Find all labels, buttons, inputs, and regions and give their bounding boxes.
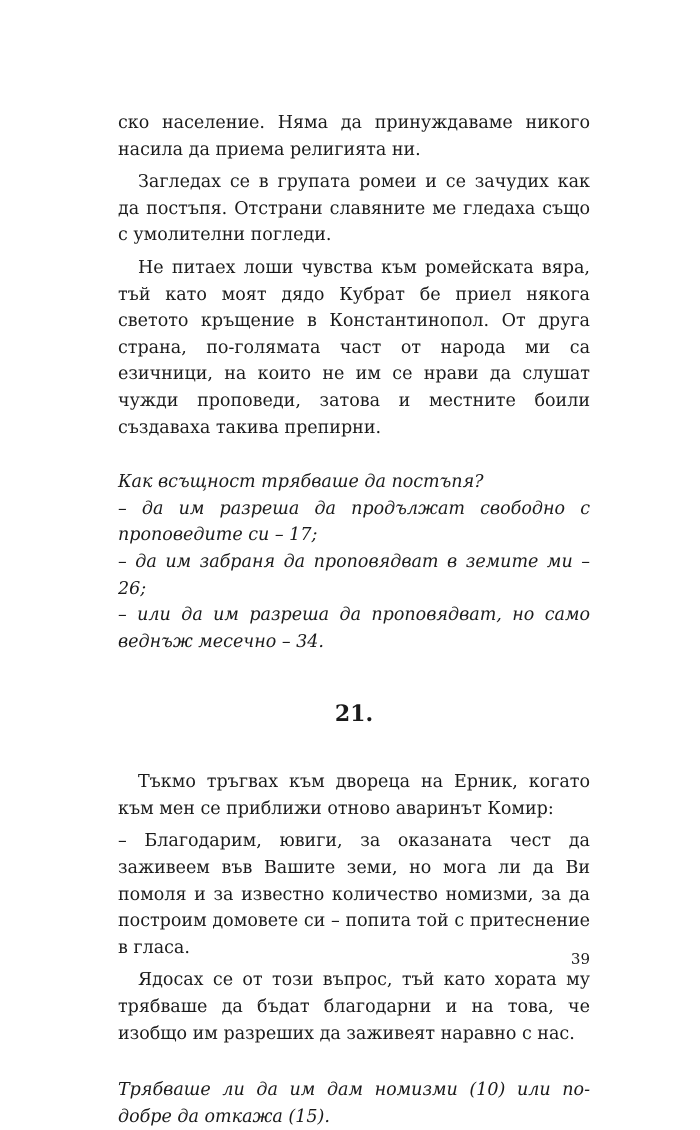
- paragraph-faith: Не питаех лоши чувства към ромейската вяра, тъй като моят дядо Кубрат бе приел някога светото кръщение в Константинопол. От друга страна, по-голямата част от народа ми са езичници, на които не им се нрави да слушат чужди проповеди, затова и местните боили създаваха такива препирни.: [118, 257, 590, 438]
- paragraph-palace: Тъкмо тръгвах към двореца на Ерник, когато към мен се приближи отново аваринът Комир:: [118, 772, 590, 819]
- dialogue-komir: – Благодарим, ювиги, за оказаната чест да заживеем във Вашите земи, но мога ли да Ви помоля и за известно количество номизми, за да построим домовете си – попита той с притеснение в гласа.: [118, 831, 590, 958]
- page-number: 39: [570, 950, 590, 968]
- paragraph-romei: Загледах се в групата ромеи и се зачудих как да постъпя. Отстрани славяните ме гледаха също с умолителни погледи.: [118, 172, 590, 246]
- paragraph-anger: Ядосах се от този въпрос, тъй като хората му трябваше да бъдат благодарни и на това, че изобщо им разреших да заживеят наравно с нас.: [118, 970, 590, 1044]
- book-page: [118, 110, 590, 1130]
- choice-option-26[interactable]: – да им забраня да проповядват в земите ми – 26;: [118, 551, 590, 599]
- choice-question-nomizmi[interactable]: Трябваше ли да им дам номизми (10) или по-добре да откажа (15).: [118, 1080, 590, 1127]
- choice-question: Как всъщност трябваше да постъпя?: [118, 472, 484, 493]
- choice-block-1: [118, 469, 590, 655]
- chapter-heading: 21.: [334, 701, 374, 728]
- choice-block-2[interactable]: [118, 1077, 590, 1130]
- paragraph-continuation: ско население. Няма да принуждаваме никого насила да приема религията ни.: [118, 113, 590, 160]
- choice-option-17[interactable]: – да им разреша да продължат свободно с проповедите си – 17;: [118, 498, 590, 546]
- choice-option-34[interactable]: – или да им разреша да проповядват, но само веднъж месечно – 34.: [118, 605, 590, 652]
